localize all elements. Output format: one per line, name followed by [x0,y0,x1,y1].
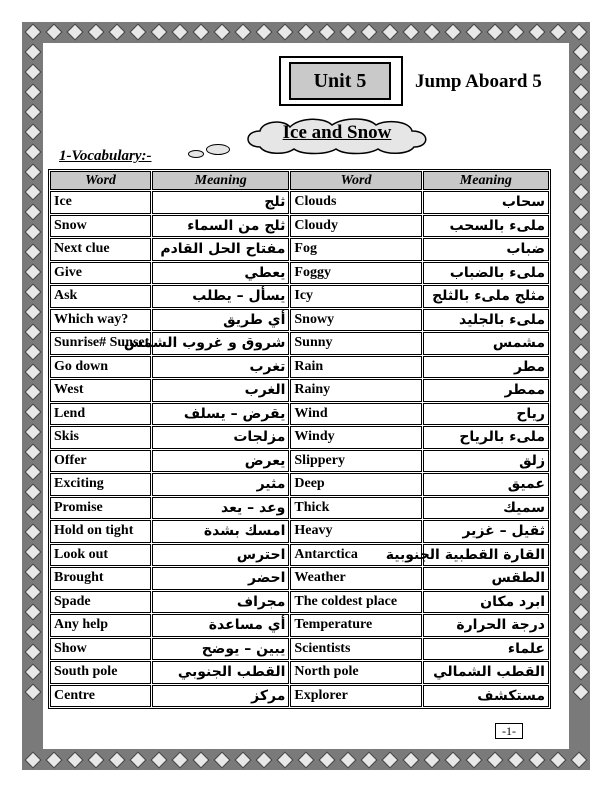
meaning-cell: ملىء بالسحب [423,215,549,238]
column-header: Meaning [152,171,289,190]
meaning-cell: يعطي [152,262,289,285]
word-cell: Explorer [290,685,421,708]
unit-box [279,56,403,106]
word-cell: West [50,379,151,402]
table-row [50,426,549,449]
table-row [50,285,549,308]
word-cell: Lend [50,403,151,426]
table-row [50,591,549,614]
section-heading: 1-Vocabulary:- [59,148,152,164]
meaning-cell: ملىء بالضباب [423,262,549,285]
meaning-cell: الغرب [152,379,289,402]
word-cell: Spade [50,591,151,614]
meaning-cell: مثلج ملىء بالثلج [423,285,549,308]
table-row [50,661,549,684]
word-cell: Temperature [290,614,421,637]
meaning-cell: مثير [152,473,289,496]
meaning-cell: أي طريق [152,309,289,332]
meaning-cell: تغرب [152,356,289,379]
table-row [50,215,549,238]
table-row [50,614,549,637]
vocabulary-table [48,169,551,709]
meaning-cell: ثقيل – غزير [423,520,549,543]
word-cell: Go down [50,356,151,379]
word-cell: Offer [50,450,151,473]
word-cell: Any help [50,614,151,637]
meaning-cell: وعد – يعد [152,497,289,520]
meaning-cell: مفتاح الحل القادم [152,238,289,261]
word-cell: Hold on tight [50,520,151,543]
meaning-cell: احضر [152,567,289,590]
column-header: Meaning [423,171,549,190]
border-studs [22,22,590,42]
word-cell: Weather [290,567,421,590]
meaning-cell: مستكشف [423,685,549,708]
meaning-cell: يبين – يوضح [152,638,289,661]
word-cell: Snow [50,215,151,238]
meaning-cell: مطر [423,356,549,379]
word-cell: Promise [50,497,151,520]
meaning-cell: القطب الجنوبي [152,661,289,684]
meaning-cell: مركز [152,685,289,708]
word-cell: Give [50,262,151,285]
lesson-title: Ice and Snow [282,122,392,143]
word-cell: Antarctica [290,544,421,567]
meaning-cell: علماء [423,638,549,661]
meaning-cell: ممطر [423,379,549,402]
meaning-cell: أي مساعدة [152,614,289,637]
table-row [50,685,549,708]
meaning-cell: رياح [423,403,549,426]
meaning-cell: يسأل – يطلب [152,285,289,308]
meaning-cell: احترس [152,544,289,567]
series-title: Jump Aboard 5 [415,71,542,92]
column-header: Word [290,171,421,190]
meaning-cell: زلق [423,450,549,473]
word-cell: Look out [50,544,151,567]
table-row [50,520,549,543]
meaning-cell: مزلجات [152,426,289,449]
table-row [50,544,549,567]
meaning-cell: الطقس [423,567,549,590]
word-cell: The coldest place [290,591,421,614]
meaning-cell: يقرض – يسلف [152,403,289,426]
meaning-cell: امسك بشدة [152,520,289,543]
table-row [50,567,549,590]
table-row [50,356,549,379]
page-number: -1- [495,723,523,739]
meaning-cell: ملىء بالرياح [423,426,549,449]
word-cell: Sunrise# Sunset [50,332,151,355]
meaning-cell: شروق و غروب الشمس [152,332,289,355]
word-cell: Wind [290,403,421,426]
table-row [50,497,549,520]
word-cell: Show [50,638,151,661]
word-cell: Snowy [290,309,421,332]
meaning-cell: مجراف [152,591,289,614]
table-row [50,262,549,285]
word-cell: Sunny [290,332,421,355]
meaning-cell: عميق [423,473,549,496]
word-cell: Thick [290,497,421,520]
meaning-cell: ثلج [152,191,289,214]
unit-label: Unit 5 [289,62,391,100]
meaning-cell: ثلج من السماء [152,215,289,238]
table-row [50,379,549,402]
word-cell: Ask [50,285,151,308]
table-row [50,450,549,473]
meaning-cell: ابرد مكان [423,591,549,614]
word-cell: Rain [290,356,421,379]
word-cell: Brought [50,567,151,590]
table-row [50,638,549,661]
border-studs [22,42,43,742]
table-row [50,473,549,496]
word-cell: Heavy [290,520,421,543]
word-cell: South pole [50,661,151,684]
meaning-cell: سحاب [423,191,549,214]
meaning-cell: القطب الشمالي [423,661,549,684]
meaning-cell: ملىء بالجليد [423,309,549,332]
table-row [50,403,549,426]
border-studs [570,42,591,742]
word-cell: Windy [290,426,421,449]
word-cell: Ice [50,191,151,214]
word-cell: Fog [290,238,421,261]
table-row [50,309,549,332]
word-cell: Next clue [50,238,151,261]
meaning-cell: سميك [423,497,549,520]
meaning-cell: القارة القطبية الجنوبية [423,544,549,567]
word-cell: Rainy [290,379,421,402]
table-row [50,332,549,355]
column-header: Word [50,171,151,190]
cloud-bubble-medium [206,144,230,155]
table-header-row [50,171,549,190]
meaning-cell: درجة الحرارة [423,614,549,637]
table-row [50,238,549,261]
meaning-cell: يعرض [152,450,289,473]
word-cell: Centre [50,685,151,708]
word-cell: Exciting [50,473,151,496]
border-studs [22,750,590,770]
word-cell: North pole [290,661,421,684]
word-cell: Foggy [290,262,421,285]
word-cell: Scientists [290,638,421,661]
meaning-cell: مشمس [423,332,549,355]
word-cell: Clouds [290,191,421,214]
table-row [50,191,549,214]
word-cell: Skis [50,426,151,449]
meaning-cell: ضباب [423,238,549,261]
cloud-bubble-small [188,150,204,158]
word-cell: Icy [290,285,421,308]
word-cell: Which way? [50,309,151,332]
word-cell: Deep [290,473,421,496]
word-cell: Cloudy [290,215,421,238]
word-cell: Slippery [290,450,421,473]
